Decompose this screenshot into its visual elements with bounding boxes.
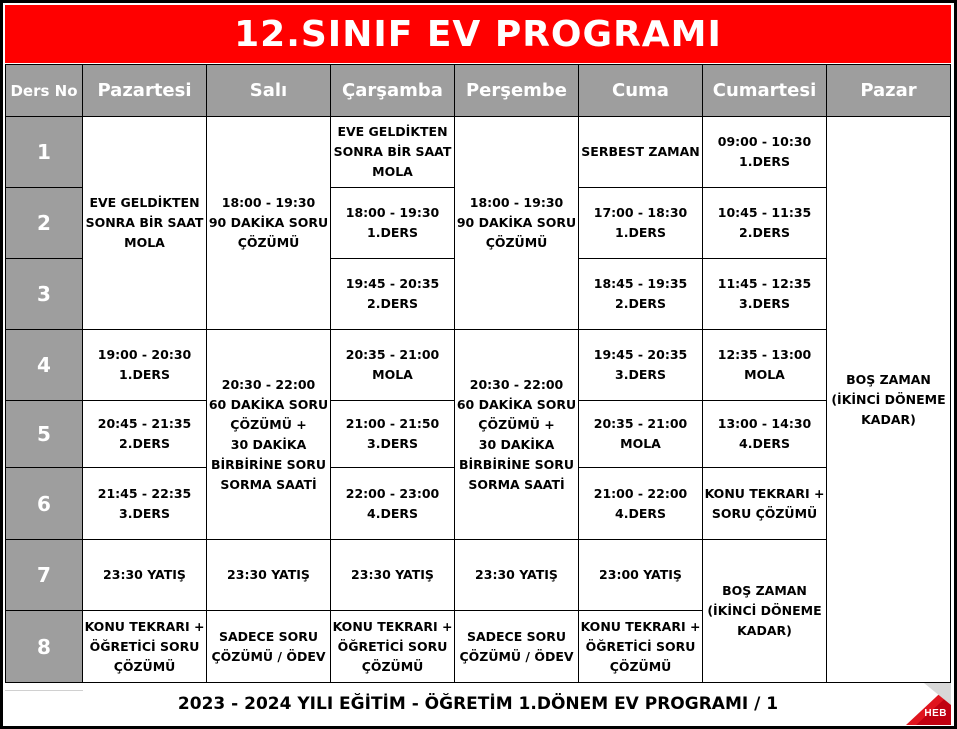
cell-line: 4.DERS (739, 436, 790, 451)
pazartesi-cell (83, 468, 207, 540)
cuma-cell (579, 540, 703, 611)
cell-line: ÇÖZÜMÜ / ÖDEV (459, 648, 574, 664)
cell-line: 23:30 YATIŞ (227, 567, 310, 582)
cell-line: 21:00 - 22:00 (593, 485, 688, 501)
cell-line: 1.DERS (119, 367, 170, 382)
cell-line: 22:00 - 23:00 (345, 485, 440, 501)
cell-line: MOLA (620, 436, 661, 451)
cell-line: 23:30 YATIŞ (475, 567, 558, 582)
cell-line: ÇÖZÜMÜ (361, 658, 424, 674)
cumartesi-cell (703, 468, 827, 540)
cumartesi-cell (703, 401, 827, 468)
cell-line: SADECE SORU (466, 628, 567, 644)
sali-cell (207, 117, 331, 330)
table-row (6, 330, 951, 401)
footer-caption (5, 684, 951, 724)
schedule-table (5, 64, 951, 683)
cell-line: ÇÖZÜMÜ + (230, 416, 307, 432)
row-number: 4 (6, 330, 83, 401)
header-cuma: Cuma (579, 65, 703, 117)
sali-cell (207, 540, 331, 611)
cell-line: 21:00 - 21:50 (345, 416, 440, 431)
cell-line: 3.DERS (615, 367, 666, 382)
row-number: 7 (6, 540, 83, 611)
cell-line: 3.DERS (119, 505, 170, 521)
pazar-cell (827, 117, 951, 683)
cell-line: ÇÖZÜMÜ (237, 235, 300, 250)
page-title-text: 12.SINIF EV PROGRAMI (234, 13, 722, 55)
footer-text: 2023 - 2024 YILI EĞİTİM - ÖĞRETİM 1.DÖNEM EV PROGRAMI / 1 (177, 694, 779, 714)
header-sali: Salı (207, 65, 331, 117)
pazartesi-cell (83, 611, 207, 683)
row-number: 8 (6, 611, 83, 683)
cell-line: ÖĞRETİCİ SORU (585, 638, 696, 654)
persembe-cell (455, 540, 579, 611)
carsamba-cell (331, 468, 455, 540)
cell-line: SERBEST ZAMAN (581, 144, 700, 159)
pazartesi-cell (83, 330, 207, 401)
pazartesi-cell (83, 117, 207, 330)
cell-line: KONU TEKRARI + (84, 618, 205, 634)
persembe-cell (455, 611, 579, 683)
cell-line: 1.DERS (367, 225, 418, 240)
row-number: 5 (6, 401, 83, 468)
pazartesi-cell (83, 540, 207, 611)
carsamba-cell (331, 330, 455, 401)
cell-line: BOŞ ZAMAN (846, 371, 931, 387)
header-row (6, 65, 951, 117)
cuma-cell (579, 117, 703, 188)
carsamba-cell (331, 117, 455, 188)
header-persembe: Perşembe (455, 65, 579, 117)
cell-line: SORU ÇÖZÜMÜ (711, 505, 818, 521)
cell-line: 13:00 - 14:30 (717, 416, 812, 431)
cell-line: 20:30 - 22:00 (221, 376, 316, 392)
cell-line: 19:45 - 20:35 (593, 347, 688, 362)
cell-line: (İKİNCİ DÖNEME (831, 391, 946, 407)
cell-line: SORMA SAATİ (468, 476, 565, 492)
cell-line: 2.DERS (119, 436, 170, 451)
cell-line: 10:45 - 11:35 (717, 205, 812, 220)
cuma-cell (579, 188, 703, 259)
cell-line: SONRA BİR SAAT (333, 144, 452, 159)
carsamba-cell (331, 540, 455, 611)
cuma-cell (579, 330, 703, 401)
cell-line: 12:35 - 13:00 (717, 347, 812, 362)
cell-line: ÖĞRETİCİ SORU (89, 638, 200, 654)
cell-line: ÇÖZÜMÜ + (478, 416, 555, 432)
header-pazar: Pazar (827, 65, 951, 117)
cell-line: EVE GELDİKTEN (337, 124, 448, 139)
logo-text: HEB (924, 708, 947, 719)
cell-line: 2.DERS (367, 296, 418, 311)
row-number: 6 (6, 468, 83, 540)
carsamba-cell (331, 611, 455, 683)
cell-line: 17:00 - 18:30 (593, 205, 688, 220)
cell-line: (İKİNCİ DÖNEME (707, 603, 822, 618)
row-number: 3 (6, 259, 83, 330)
cell-line: 18:00 - 19:30 (469, 195, 564, 210)
cell-line: 2.DERS (615, 296, 666, 311)
header-pazartesi: Pazartesi (83, 65, 207, 117)
cell-line: 23:30 YATIŞ (103, 567, 186, 582)
cell-line: 20:30 - 22:00 (469, 376, 564, 392)
carsamba-cell (331, 401, 455, 468)
cell-line: ÖĞRETİCİ SORU (337, 638, 448, 654)
heb-logo (906, 683, 951, 725)
cell-line: ÇÖZÜMÜ (113, 658, 176, 674)
cuma-cell (579, 401, 703, 468)
cell-line: KADAR) (737, 623, 792, 638)
table-row (6, 540, 951, 611)
persembe-cell (455, 117, 579, 330)
cumartesi-cell (703, 540, 827, 683)
cumartesi-cell (703, 330, 827, 401)
sali-cell (207, 611, 331, 683)
cell-line: MOLA (372, 367, 413, 382)
cell-line: 23:30 YATIŞ (351, 567, 434, 582)
cell-line: 18:45 - 19:35 (593, 276, 688, 291)
cell-line: 19:00 - 20:30 (97, 347, 192, 362)
cell-line: 4.DERS (615, 505, 666, 521)
cuma-cell (579, 468, 703, 540)
cell-line: 19:45 - 20:35 (345, 276, 440, 291)
cell-line: 20:35 - 21:00 (593, 416, 688, 431)
cell-line: 23:00 YATIŞ (599, 567, 682, 582)
cell-line: ÇÖZÜMÜ (485, 235, 548, 250)
header-carsamba: Çarşamba (331, 65, 455, 117)
cell-line: BOŞ ZAMAN (722, 583, 807, 598)
cell-line: 3.DERS (739, 296, 790, 311)
cell-line: 11:45 - 12:35 (717, 276, 812, 291)
table-row (6, 117, 951, 188)
carsamba-cell (331, 259, 455, 330)
cell-line: 4.DERS (367, 505, 418, 521)
cumartesi-cell (703, 259, 827, 330)
cumartesi-cell (703, 117, 827, 188)
cell-line: 3.DERS (367, 436, 418, 451)
cuma-cell (579, 259, 703, 330)
cell-line: 09:00 - 10:30 (717, 134, 812, 149)
cell-line: KONU TEKRARI + (332, 618, 453, 634)
cell-line: 60 DAKİKA SORU (208, 396, 329, 412)
cell-line: 90 DAKİKA SORU (208, 215, 329, 230)
cell-line: KADAR) (861, 411, 916, 427)
header-ders-no: Ders No (6, 65, 83, 117)
cell-line: MOLA (744, 367, 785, 382)
row-number: 1 (6, 117, 83, 188)
cell-line: SONRA BİR SAAT (85, 215, 204, 230)
cell-line: MOLA (372, 164, 413, 179)
sali-cell (207, 330, 331, 540)
cell-line: 60 DAKİKA SORU (456, 396, 577, 412)
row-number: 2 (6, 188, 83, 259)
cell-line: KONU TEKRARI + (704, 485, 825, 501)
cell-line: MOLA (124, 235, 165, 250)
cell-line: 20:35 - 21:00 (345, 347, 440, 362)
cell-line: BİRBİRİNE SORU (458, 456, 574, 472)
cell-line: 18:00 - 19:30 (221, 195, 316, 210)
cell-line: 30 DAKİKA (230, 436, 307, 452)
cell-line: EVE GELDİKTEN (89, 195, 200, 210)
cell-line: 30 DAKİKA (478, 436, 555, 452)
cell-line: SORMA SAATİ (220, 476, 317, 492)
cell-line: 1.DERS (739, 154, 790, 169)
cell-line: 90 DAKİKA SORU (456, 215, 577, 230)
cell-line: 2.DERS (739, 225, 790, 240)
cuma-cell (579, 611, 703, 683)
pazartesi-cell (83, 401, 207, 468)
header-cumartesi: Cumartesi (703, 65, 827, 117)
carsamba-cell (331, 188, 455, 259)
cell-line: 21:45 - 22:35 (97, 485, 192, 501)
cell-line: ÇÖZÜMÜ / ÖDEV (211, 648, 326, 664)
cumartesi-cell (703, 188, 827, 259)
page-title (5, 5, 951, 63)
cell-line: 18:00 - 19:30 (345, 205, 440, 220)
cell-line: 1.DERS (615, 225, 666, 240)
cell-line: BİRBİRİNE SORU (210, 456, 326, 472)
cell-line: SADECE SORU (218, 628, 319, 644)
cell-line: KONU TEKRARI + (580, 618, 701, 634)
persembe-cell (455, 330, 579, 540)
cell-line: ÇÖZÜMÜ (609, 658, 672, 674)
cell-line: 20:45 - 21:35 (97, 416, 192, 431)
